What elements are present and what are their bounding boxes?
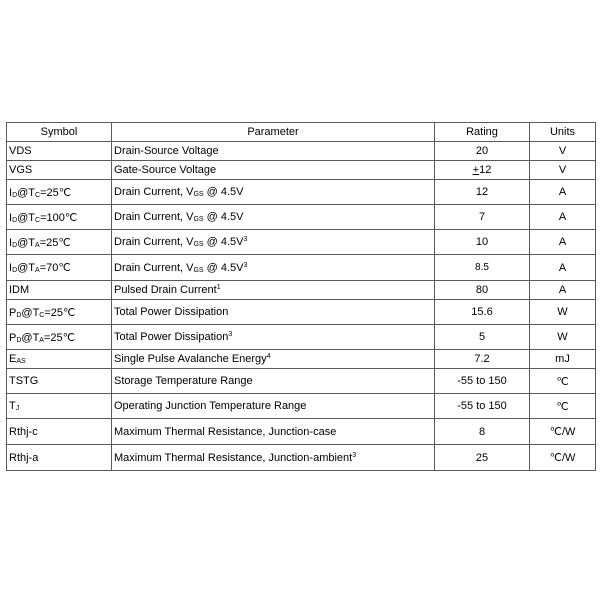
symbol-main: P [9, 306, 17, 319]
unit-cell: V [530, 161, 596, 180]
table-row [7, 230, 596, 255]
table-row [7, 445, 596, 471]
parameter-sub: GS [193, 241, 204, 248]
symbol-cell [7, 161, 112, 180]
symbol-main: TSTG [9, 375, 39, 387]
footnote-marker: 3 [352, 451, 357, 459]
symbol-cell [7, 350, 112, 369]
rating-cell: 80 [435, 281, 530, 300]
symbol-main: Rthj-c [9, 425, 38, 438]
table-header-row [7, 123, 596, 142]
unit-cell: W [530, 300, 596, 325]
table-row [7, 350, 596, 369]
symbol-mid: @T [17, 236, 36, 249]
table-row [7, 394, 596, 419]
symbol-cell [7, 419, 112, 445]
unit-cell: A [530, 180, 596, 205]
unit-cell: ℃ [530, 369, 596, 394]
unit-cell: A [530, 205, 596, 230]
rating-cell: 8 [435, 419, 530, 445]
symbol-sub2: C [39, 311, 45, 319]
rating-cell: 20 [435, 142, 530, 161]
symbol-rest: =25℃ [43, 331, 75, 344]
parameter-after: @ 4.5V [203, 211, 244, 223]
table-row [7, 205, 596, 230]
parameter-cell [112, 281, 435, 300]
parameter-cell [112, 325, 435, 350]
parameter-text: Gate-Source Voltage [114, 164, 217, 176]
unit-cell: mJ [530, 350, 596, 369]
rating-cell: 7.2 [435, 350, 530, 369]
symbol-cell [7, 142, 112, 161]
symbol-main: I [9, 211, 13, 224]
symbol-sub2: C [35, 191, 41, 199]
symbol-main: E [9, 353, 17, 365]
rating-cell: 8.5 [435, 255, 530, 281]
parameter-cell [112, 180, 435, 205]
parameter-cell [112, 445, 435, 471]
symbol-mid: @T [17, 186, 36, 199]
table-row [7, 255, 596, 281]
parameter-after: @ 4.5V [203, 236, 244, 248]
plus-minus-sign: + [472, 164, 480, 176]
rating-cell: 7 [435, 205, 530, 230]
symbol-sub2: A [35, 267, 40, 274]
parameter-sub: GS [193, 266, 204, 274]
symbol-sub2: C [35, 216, 41, 224]
unit-cell: ℃/W [530, 445, 596, 471]
parameter-sub: GS [193, 191, 204, 198]
parameter-text: Operating Junction Temperature Range [114, 400, 307, 412]
parameter-cell [112, 300, 435, 325]
parameter-text: Maximum Thermal Resistance, Junction-case [114, 425, 337, 438]
parameter-after: @ 4.5V [203, 261, 244, 274]
table-row [7, 281, 596, 300]
rating-cell [435, 161, 530, 180]
parameter-text: Storage Temperature Range [114, 375, 253, 387]
symbol-cell [7, 300, 112, 325]
parameter-cell [112, 161, 435, 180]
symbol-cell [7, 230, 112, 255]
symbol-main: IDM [9, 284, 30, 296]
parameter-sub: GS [193, 216, 204, 223]
footnote-marker: 3 [243, 236, 248, 243]
footnote-marker: 1 [216, 284, 221, 291]
symbol-main: I [9, 236, 13, 249]
symbol-main: T [9, 400, 16, 412]
rating-cell: -55 to 150 [435, 394, 530, 419]
symbol-main: VDS [9, 145, 32, 157]
footnote-marker: 3 [243, 261, 248, 269]
parameter-after: @ 4.5V [203, 186, 244, 198]
symbol-main: Rthj-a [9, 451, 39, 464]
parameter-cell [112, 350, 435, 369]
parameter-text: Total Power Dissipation [114, 306, 229, 318]
symbol-main: I [9, 186, 13, 199]
symbol-sub: D [16, 311, 22, 319]
table-row [7, 369, 596, 394]
parameter-cell [112, 369, 435, 394]
symbol-main: P [9, 331, 17, 344]
symbol-rest: =25℃ [40, 186, 72, 199]
unit-cell: A [530, 255, 596, 281]
symbol-cell [7, 255, 112, 281]
parameter-cell [112, 230, 435, 255]
footnote-marker: 3 [228, 331, 233, 338]
rating-value: 12 [479, 164, 492, 176]
symbol-sub2: A [35, 241, 40, 249]
symbol-sub: D [12, 216, 18, 224]
symbol-rest: =25℃ [39, 236, 71, 249]
absolute-maximum-ratings-table [6, 122, 596, 471]
symbol-cell [7, 281, 112, 300]
parameter-text: Drain-Source Voltage [114, 145, 219, 157]
footnote-marker: 4 [266, 353, 271, 360]
parameter-cell [112, 142, 435, 161]
parameter-cell [112, 205, 435, 230]
unit-cell: W [530, 325, 596, 350]
header-units: Units [530, 123, 596, 142]
symbol-sub: D [12, 267, 18, 274]
parameter-text: Drain Current, V [114, 186, 194, 198]
symbol-rest: =100℃ [40, 211, 78, 224]
parameter-cell [112, 255, 435, 281]
parameter-text: Drain Current, V [114, 261, 194, 274]
rating-cell: 25 [435, 445, 530, 471]
header-rating: Rating [435, 123, 530, 142]
rating-cell: 5 [435, 325, 530, 350]
symbol-mid: @T [21, 331, 40, 344]
parameter-cell [112, 419, 435, 445]
symbol-main: VGS [9, 164, 33, 176]
symbol-cell [7, 325, 112, 350]
symbol-sub: J [15, 405, 20, 412]
unit-cell: ℃ [530, 394, 596, 419]
symbol-cell [7, 369, 112, 394]
unit-cell: A [530, 281, 596, 300]
unit-cell: ℃/W [530, 419, 596, 445]
rating-cell: 15.6 [435, 300, 530, 325]
parameter-text: Drain Current, V [114, 211, 194, 223]
symbol-cell [7, 180, 112, 205]
parameter-cell [112, 394, 435, 419]
symbol-sub: D [12, 241, 18, 249]
parameter-text: Pulsed Drain Current [114, 284, 217, 296]
symbol-mid: @T [21, 306, 40, 319]
unit-cell: A [530, 230, 596, 255]
table-row [7, 161, 596, 180]
symbol-mid: @T [17, 262, 36, 274]
unit-cell: V [530, 142, 596, 161]
symbol-cell [7, 394, 112, 419]
parameter-text: Total Power Dissipation [114, 331, 229, 343]
table-row [7, 180, 596, 205]
symbol-cell [7, 445, 112, 471]
header-parameter: Parameter [112, 123, 435, 142]
table-row [7, 419, 596, 445]
rating-cell: 10 [435, 230, 530, 255]
table-row [7, 300, 596, 325]
symbol-sub2: A [39, 336, 44, 344]
rating-cell: 12 [435, 180, 530, 205]
table-row [7, 325, 596, 350]
parameter-text: Single Pulse Avalanche Energy [114, 353, 267, 365]
parameter-text: Maximum Thermal Resistance, Junction-ambient [114, 451, 353, 464]
symbol-main: I [9, 262, 13, 274]
symbol-mid: @T [17, 211, 36, 224]
symbol-rest: =70℃ [39, 262, 71, 274]
symbol-sub: D [16, 336, 22, 344]
table-row [7, 142, 596, 161]
symbol-cell [7, 205, 112, 230]
symbol-rest: =25℃ [44, 306, 76, 319]
symbol-sub: D [12, 191, 18, 199]
symbol-sub: AS [16, 358, 26, 365]
parameter-text: Drain Current, V [114, 236, 194, 248]
rating-cell: -55 to 150 [435, 369, 530, 394]
header-symbol: Symbol [7, 123, 112, 142]
